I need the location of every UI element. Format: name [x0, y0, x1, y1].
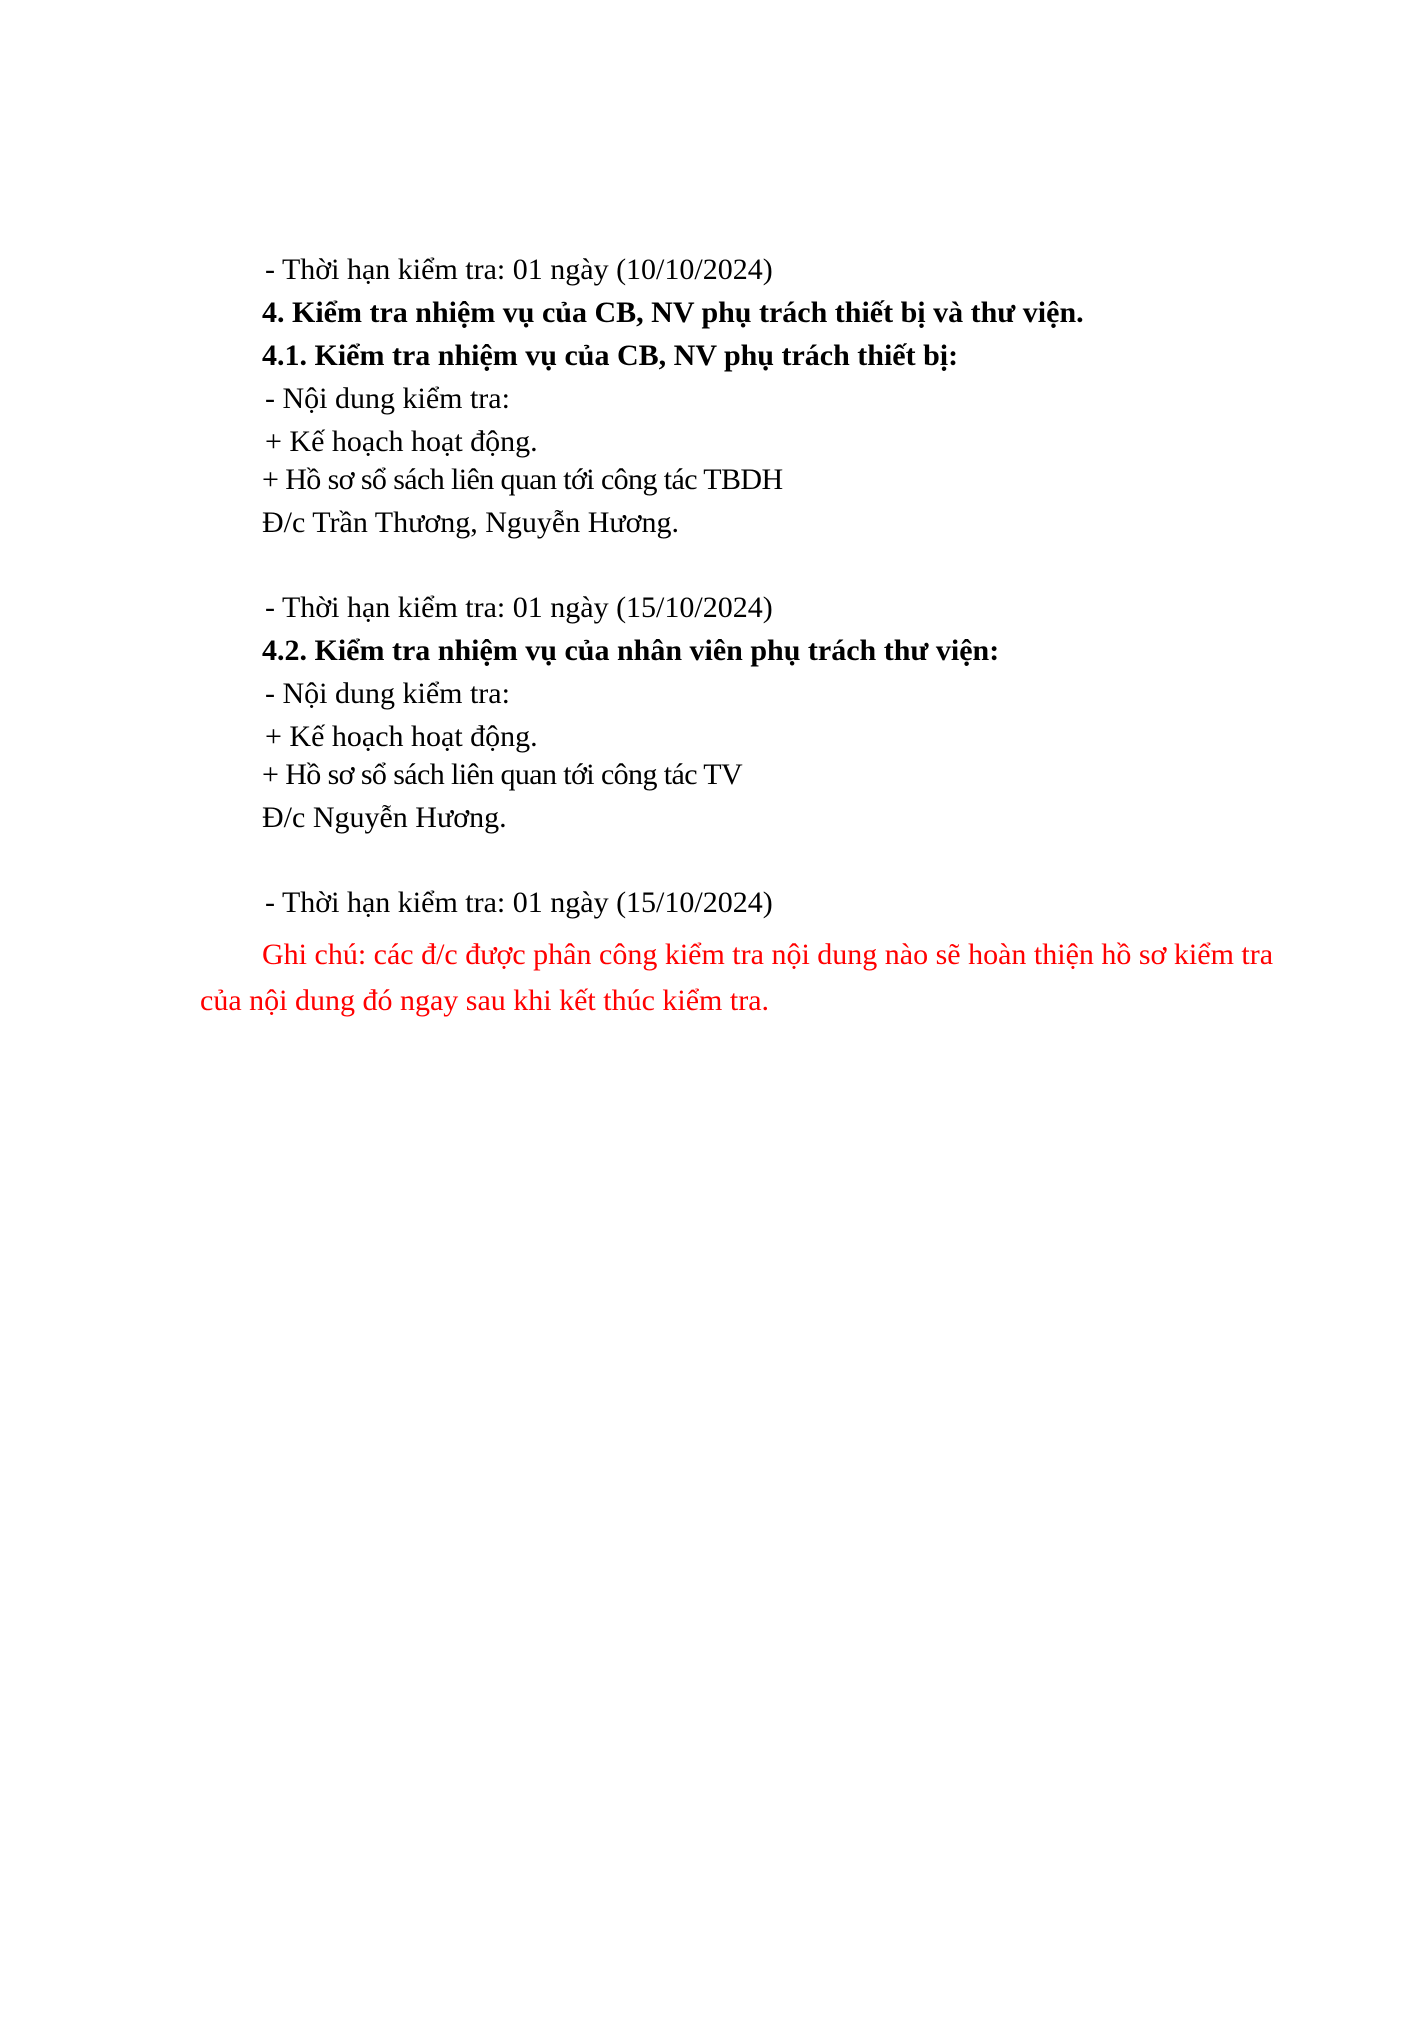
note-paragraph: Ghi chú: các đ/c được phân công kiểm tra nội dung nào sẽ hoàn thiện hồ sơ kiểm tra của nội dung đó ngay sau khi kết thúc kiểm tra.: [200, 938, 1274, 1017]
records-item-1: + Hồ sơ sổ sách liên quan tới công tác TBDH: [262, 463, 783, 496]
plan-item-1: + Kế hoạch hoạt động.: [265, 425, 538, 458]
plan-item-2: + Kế hoạch hoạt động.: [265, 720, 538, 753]
section-4-1-heading: 4.1. Kiểm tra nhiệm vụ của CB, NV phụ trách thiết bị:: [262, 339, 959, 372]
records-item-2: + Hồ sơ sổ sách liên quan tới công tác TV: [262, 758, 743, 791]
deadline-line-3: - Thời hạn kiểm tra: 01 ngày (15/10/2024): [265, 886, 773, 919]
deadline-line-2: - Thời hạn kiểm tra: 01 ngày (15/10/2024): [265, 591, 773, 624]
content-label-1: - Nội dung kiểm tra:: [265, 382, 510, 415]
assignee-line-2: Đ/c Nguyễn Hương.: [262, 801, 507, 834]
deadline-line-1: - Thời hạn kiểm tra: 01 ngày (10/10/2024): [265, 253, 773, 286]
assignee-line-1: Đ/c Trần Thương, Nguyễn Hương.: [262, 506, 680, 539]
content-label-2: - Nội dung kiểm tra:: [265, 677, 510, 710]
section-4-2-heading: 4.2. Kiểm tra nhiệm vụ của nhân viên phụ trách thư viện:: [262, 634, 1000, 667]
section-4-heading: 4. Kiểm tra nhiệm vụ của CB, NV phụ trách thiết bị và thư viện.: [262, 296, 1084, 329]
